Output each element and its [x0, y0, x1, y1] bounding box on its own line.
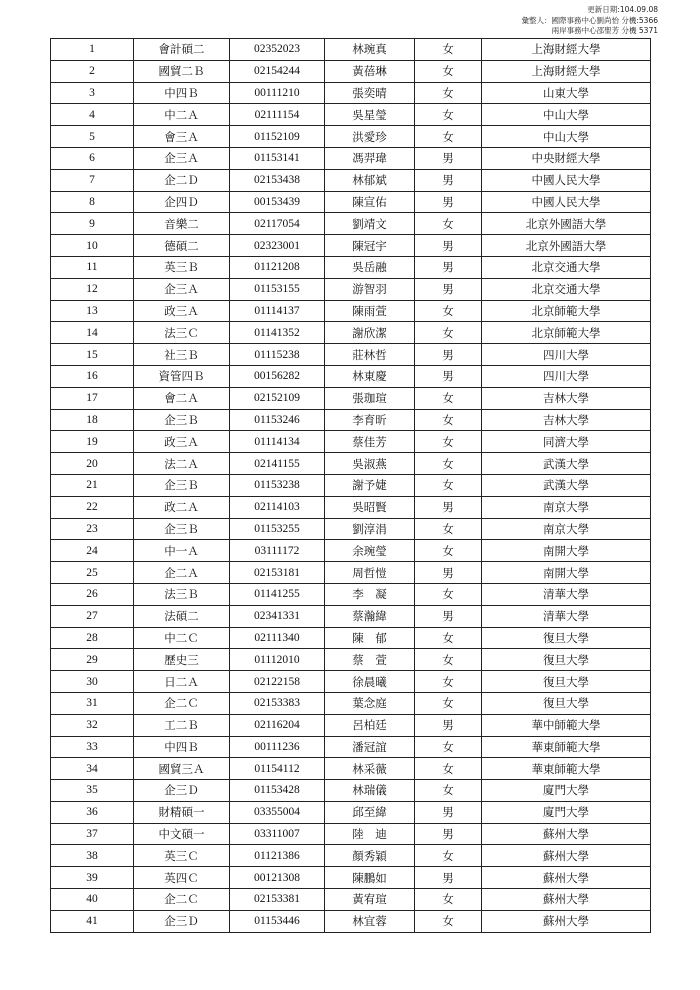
- student-name-cell: 黃宥瑄: [325, 889, 415, 911]
- student-name-cell: 張珈瑄: [325, 387, 415, 409]
- student-id-cell: 02152109: [230, 387, 325, 409]
- gender-cell: 男: [415, 191, 482, 213]
- row-number-cell: 31: [51, 692, 134, 714]
- exchange-university-cell: 北京師範大學: [482, 300, 651, 322]
- table-row: [51, 300, 651, 322]
- student-id-cell: 01154112: [230, 758, 325, 780]
- gender-cell: 女: [415, 583, 482, 605]
- row-number-cell: 4: [51, 104, 134, 126]
- student-name-cell: 呂柏廷: [325, 714, 415, 736]
- department-class-cell: 政三Ａ: [134, 300, 230, 322]
- exchange-university-cell: 北京外國語大學: [482, 235, 651, 257]
- department-class-cell: 企三Ｂ: [134, 474, 230, 496]
- exchange-university-cell: 復旦大學: [482, 671, 651, 693]
- exchange-university-cell: 清華大學: [482, 583, 651, 605]
- row-number-cell: 40: [51, 889, 134, 911]
- exchange-university-cell: 四川大學: [482, 365, 651, 387]
- student-name-cell: 林采薇: [325, 758, 415, 780]
- row-number-cell: 1: [51, 39, 134, 61]
- gender-cell: 女: [415, 692, 482, 714]
- student-name-cell: 周哲愷: [325, 562, 415, 584]
- student-name-cell: 張奕晴: [325, 82, 415, 104]
- table-row: [51, 60, 651, 82]
- row-number-cell: 28: [51, 627, 134, 649]
- row-number-cell: 22: [51, 496, 134, 518]
- student-name-cell: 潘冠誼: [325, 736, 415, 758]
- exchange-university-cell: 蘇州大學: [482, 845, 651, 867]
- gender-cell: 女: [415, 453, 482, 475]
- table-row: [51, 910, 651, 932]
- student-name-cell: 陳冠宇: [325, 235, 415, 257]
- row-number-cell: 34: [51, 758, 134, 780]
- gender-cell: 女: [415, 60, 482, 82]
- table-row: [51, 823, 651, 845]
- student-id-cell: 02323001: [230, 235, 325, 257]
- student-id-cell: 03311007: [230, 823, 325, 845]
- department-class-cell: 法二Ａ: [134, 453, 230, 475]
- gender-cell: 女: [415, 126, 482, 148]
- gender-cell: 女: [415, 322, 482, 344]
- student-id-cell: 01114137: [230, 300, 325, 322]
- table-row: [51, 801, 651, 823]
- gender-cell: 女: [415, 387, 482, 409]
- gender-cell: 女: [415, 910, 482, 932]
- department-class-cell: 企二Ｃ: [134, 889, 230, 911]
- gender-cell: 男: [415, 714, 482, 736]
- student-id-cell: 02122158: [230, 671, 325, 693]
- row-number-cell: 9: [51, 213, 134, 235]
- gender-cell: 男: [415, 344, 482, 366]
- student-id-cell: 03355004: [230, 801, 325, 823]
- student-id-cell: 02116204: [230, 714, 325, 736]
- table-row: [51, 344, 651, 366]
- exchange-university-cell: 復旦大學: [482, 649, 651, 671]
- table-row: [51, 147, 651, 169]
- gender-cell: 男: [415, 496, 482, 518]
- row-number-cell: 36: [51, 801, 134, 823]
- department-class-cell: 企二Ｃ: [134, 692, 230, 714]
- row-number-cell: 27: [51, 605, 134, 627]
- student-name-cell: 吳岳融: [325, 256, 415, 278]
- department-class-cell: 資管四Ｂ: [134, 365, 230, 387]
- row-number-cell: 7: [51, 169, 134, 191]
- exchange-university-cell: 蘇州大學: [482, 867, 651, 889]
- table-row: [51, 322, 651, 344]
- exchange-university-cell: 吉林大學: [482, 387, 651, 409]
- row-number-cell: 26: [51, 583, 134, 605]
- department-class-cell: 政三Ａ: [134, 431, 230, 453]
- exchange-university-cell: 北京交通大學: [482, 278, 651, 300]
- row-number-cell: 15: [51, 344, 134, 366]
- row-number-cell: 20: [51, 453, 134, 475]
- compiler-line-2: 兩岸事務中心邵聖芳 分機 5371: [551, 26, 658, 35]
- document-header: [522, 5, 659, 37]
- student-id-cell: 00156282: [230, 365, 325, 387]
- student-name-cell: 林東慶: [325, 365, 415, 387]
- gender-cell: 女: [415, 736, 482, 758]
- student-name-cell: 蔡佳芳: [325, 431, 415, 453]
- student-name-cell: 謝予婕: [325, 474, 415, 496]
- table-row: [51, 104, 651, 126]
- table-row: [51, 540, 651, 562]
- exchange-university-cell: 武漢大學: [482, 453, 651, 475]
- row-number-cell: 14: [51, 322, 134, 344]
- student-id-cell: 01153255: [230, 518, 325, 540]
- student-id-cell: 02341331: [230, 605, 325, 627]
- table-body: [51, 39, 651, 933]
- table-row: [51, 845, 651, 867]
- student-name-cell: 莊林哲: [325, 344, 415, 366]
- student-id-cell: 01115238: [230, 344, 325, 366]
- gender-cell: 女: [415, 104, 482, 126]
- table-row: [51, 365, 651, 387]
- department-class-cell: 企三Ｄ: [134, 910, 230, 932]
- exchange-university-cell: 上海財經大學: [482, 60, 651, 82]
- gender-cell: 男: [415, 823, 482, 845]
- table-row: [51, 562, 651, 584]
- gender-cell: 女: [415, 39, 482, 61]
- row-number-cell: 5: [51, 126, 134, 148]
- student-id-cell: 02153181: [230, 562, 325, 584]
- gender-cell: 女: [415, 409, 482, 431]
- department-class-cell: 企三Ｄ: [134, 780, 230, 802]
- row-number-cell: 10: [51, 235, 134, 257]
- exchange-university-cell: 中山大學: [482, 126, 651, 148]
- exchange-university-cell: 廈門大學: [482, 780, 651, 802]
- department-class-cell: 工二Ｂ: [134, 714, 230, 736]
- student-id-cell: 02153438: [230, 169, 325, 191]
- student-name-cell: 陳鵬如: [325, 867, 415, 889]
- student-id-cell: 02153381: [230, 889, 325, 911]
- row-number-cell: 37: [51, 823, 134, 845]
- gender-cell: 女: [415, 540, 482, 562]
- student-name-cell: 邱至緯: [325, 801, 415, 823]
- row-number-cell: 25: [51, 562, 134, 584]
- exchange-university-cell: 北京交通大學: [482, 256, 651, 278]
- table-row: [51, 649, 651, 671]
- row-number-cell: 2: [51, 60, 134, 82]
- exchange-university-cell: 清華大學: [482, 605, 651, 627]
- student-id-cell: 01153238: [230, 474, 325, 496]
- exchange-university-cell: 蘇州大學: [482, 910, 651, 932]
- department-class-cell: 日二Ａ: [134, 671, 230, 693]
- row-number-cell: 30: [51, 671, 134, 693]
- gender-cell: 男: [415, 278, 482, 300]
- gender-cell: 女: [415, 780, 482, 802]
- row-number-cell: 17: [51, 387, 134, 409]
- exchange-university-cell: 中國人民大學: [482, 191, 651, 213]
- department-class-cell: 企三Ｂ: [134, 409, 230, 431]
- department-class-cell: 中四Ｂ: [134, 736, 230, 758]
- exchange-university-cell: 中國人民大學: [482, 169, 651, 191]
- table-row: [51, 126, 651, 148]
- exchange-university-cell: 南京大學: [482, 518, 651, 540]
- exchange-university-cell: 蘇州大學: [482, 823, 651, 845]
- student-id-cell: 01153141: [230, 147, 325, 169]
- table-row: [51, 496, 651, 518]
- row-number-cell: 19: [51, 431, 134, 453]
- student-name-cell: 李育昕: [325, 409, 415, 431]
- student-name-cell: 蔡 萱: [325, 649, 415, 671]
- student-id-cell: 01141255: [230, 583, 325, 605]
- update-date: 更新日期:104.09.08: [587, 5, 658, 14]
- exchange-university-cell: 北京外國語大學: [482, 213, 651, 235]
- row-number-cell: 41: [51, 910, 134, 932]
- student-name-cell: 吳星瑩: [325, 104, 415, 126]
- student-name-cell: 陸 迪: [325, 823, 415, 845]
- student-id-cell: 02117054: [230, 213, 325, 235]
- student-id-cell: 01121386: [230, 845, 325, 867]
- student-id-cell: 01141352: [230, 322, 325, 344]
- student-name-cell: 游智羽: [325, 278, 415, 300]
- gender-cell: 男: [415, 801, 482, 823]
- student-name-cell: 洪愛珍: [325, 126, 415, 148]
- student-id-cell: 02111154: [230, 104, 325, 126]
- table-row: [51, 889, 651, 911]
- gender-cell: 女: [415, 300, 482, 322]
- exchange-university-cell: 武漢大學: [482, 474, 651, 496]
- table-row: [51, 605, 651, 627]
- student-name-cell: 蔡瀚緯: [325, 605, 415, 627]
- gender-cell: 女: [415, 627, 482, 649]
- table-row: [51, 736, 651, 758]
- gender-cell: 女: [415, 845, 482, 867]
- department-class-cell: 英四Ｃ: [134, 867, 230, 889]
- table-row: [51, 780, 651, 802]
- row-number-cell: 32: [51, 714, 134, 736]
- row-number-cell: 13: [51, 300, 134, 322]
- gender-cell: 男: [415, 867, 482, 889]
- student-id-cell: 02111340: [230, 627, 325, 649]
- table-row: [51, 583, 651, 605]
- table-row: [51, 692, 651, 714]
- student-id-cell: 01153428: [230, 780, 325, 802]
- department-class-cell: 財精碩一: [134, 801, 230, 823]
- student-id-cell: 02154244: [230, 60, 325, 82]
- department-class-cell: 政二Ａ: [134, 496, 230, 518]
- table-row: [51, 671, 651, 693]
- student-name-cell: 余琬瑩: [325, 540, 415, 562]
- department-class-cell: 德碩二: [134, 235, 230, 257]
- department-class-cell: 會計碩二: [134, 39, 230, 61]
- student-name-cell: 林郁斌: [325, 169, 415, 191]
- exchange-university-cell: 南開大學: [482, 540, 651, 562]
- table-row: [51, 867, 651, 889]
- student-id-cell: 00111236: [230, 736, 325, 758]
- gender-cell: 女: [415, 474, 482, 496]
- gender-cell: 男: [415, 235, 482, 257]
- gender-cell: 男: [415, 365, 482, 387]
- exchange-university-cell: 同濟大學: [482, 431, 651, 453]
- row-number-cell: 35: [51, 780, 134, 802]
- student-name-cell: 吳淑燕: [325, 453, 415, 475]
- department-class-cell: 企三Ａ: [134, 147, 230, 169]
- student-id-cell: 01114134: [230, 431, 325, 453]
- table-row: [51, 82, 651, 104]
- exchange-university-cell: 北京師範大學: [482, 322, 651, 344]
- table-row: [51, 278, 651, 300]
- department-class-cell: 企三Ｂ: [134, 518, 230, 540]
- table-row: [51, 191, 651, 213]
- student-id-cell: 00121308: [230, 867, 325, 889]
- gender-cell: 男: [415, 169, 482, 191]
- student-id-cell: 00153439: [230, 191, 325, 213]
- department-class-cell: 法碩二: [134, 605, 230, 627]
- table-row: [51, 39, 651, 61]
- student-id-cell: 01153246: [230, 409, 325, 431]
- student-name-cell: 劉淳涓: [325, 518, 415, 540]
- student-id-cell: 00111210: [230, 82, 325, 104]
- table-row: [51, 431, 651, 453]
- exchange-university-cell: 華中師範大學: [482, 714, 651, 736]
- exchange-university-cell: 四川大學: [482, 344, 651, 366]
- row-number-cell: 38: [51, 845, 134, 867]
- table-row: [51, 714, 651, 736]
- exchange-university-cell: 華東師範大學: [482, 736, 651, 758]
- student-id-cell: 03111172: [230, 540, 325, 562]
- gender-cell: 女: [415, 758, 482, 780]
- gender-cell: 男: [415, 147, 482, 169]
- gender-cell: 女: [415, 889, 482, 911]
- row-number-cell: 23: [51, 518, 134, 540]
- table-row: [51, 409, 651, 431]
- department-class-cell: 中文碩一: [134, 823, 230, 845]
- department-class-cell: 國貿三Ａ: [134, 758, 230, 780]
- department-class-cell: 會二Ａ: [134, 387, 230, 409]
- student-id-cell: 01112010: [230, 649, 325, 671]
- gender-cell: 女: [415, 431, 482, 453]
- gender-cell: 女: [415, 671, 482, 693]
- gender-cell: 男: [415, 562, 482, 584]
- student-name-cell: 謝欣潔: [325, 322, 415, 344]
- department-class-cell: 會三Ａ: [134, 126, 230, 148]
- table-row: [51, 169, 651, 191]
- department-class-cell: 英三Ｂ: [134, 256, 230, 278]
- exchange-university-cell: 中山大學: [482, 104, 651, 126]
- row-number-cell: 18: [51, 409, 134, 431]
- exchange-university-cell: 復旦大學: [482, 627, 651, 649]
- row-number-cell: 29: [51, 649, 134, 671]
- row-number-cell: 3: [51, 82, 134, 104]
- gender-cell: 女: [415, 518, 482, 540]
- department-class-cell: 社三Ｂ: [134, 344, 230, 366]
- exchange-university-cell: 復旦大學: [482, 692, 651, 714]
- student-name-cell: 徐晨曦: [325, 671, 415, 693]
- student-id-cell: 02153383: [230, 692, 325, 714]
- row-number-cell: 6: [51, 147, 134, 169]
- student-id-cell: 01153446: [230, 910, 325, 932]
- table-row: [51, 518, 651, 540]
- student-name-cell: 黃蓓琳: [325, 60, 415, 82]
- student-name-cell: 馮羿瑋: [325, 147, 415, 169]
- gender-cell: 男: [415, 605, 482, 627]
- table-row: [51, 474, 651, 496]
- exchange-university-cell: 華東師範大學: [482, 758, 651, 780]
- student-id-cell: 01152109: [230, 126, 325, 148]
- row-number-cell: 12: [51, 278, 134, 300]
- table-row: [51, 453, 651, 475]
- gender-cell: 女: [415, 82, 482, 104]
- student-name-cell: 陳宣佑: [325, 191, 415, 213]
- student-id-cell: 02141155: [230, 453, 325, 475]
- row-number-cell: 24: [51, 540, 134, 562]
- student-id-cell: 02352023: [230, 39, 325, 61]
- student-name-cell: 陳雨萱: [325, 300, 415, 322]
- exchange-university-cell: 吉林大學: [482, 409, 651, 431]
- student-name-cell: 林琬真: [325, 39, 415, 61]
- row-number-cell: 16: [51, 365, 134, 387]
- gender-cell: 男: [415, 256, 482, 278]
- student-name-cell: 林宜蓉: [325, 910, 415, 932]
- row-number-cell: 39: [51, 867, 134, 889]
- table-row: [51, 627, 651, 649]
- department-class-cell: 音樂二: [134, 213, 230, 235]
- exchange-university-cell: 南開大學: [482, 562, 651, 584]
- student-name-cell: 李 凝: [325, 583, 415, 605]
- student-name-cell: 陳 郁: [325, 627, 415, 649]
- department-class-cell: 中二Ｃ: [134, 627, 230, 649]
- gender-cell: 女: [415, 649, 482, 671]
- student-name-cell: 顏秀穎: [325, 845, 415, 867]
- exchange-university-cell: 山東大學: [482, 82, 651, 104]
- department-class-cell: 中一Ａ: [134, 540, 230, 562]
- gender-cell: 女: [415, 213, 482, 235]
- table-row: [51, 235, 651, 257]
- department-class-cell: 企四Ｄ: [134, 191, 230, 213]
- student-name-cell: 葉念庭: [325, 692, 415, 714]
- compiler-line-1: 彙整人：國際事務中心劉尚怡 分機:5366: [521, 15, 658, 25]
- exchange-university-cell: 上海財經大學: [482, 39, 651, 61]
- department-class-cell: 法三Ｃ: [134, 322, 230, 344]
- student-name-cell: 吳昭賢: [325, 496, 415, 518]
- student-exchange-table: [50, 38, 651, 933]
- student-name-cell: 劉靖文: [325, 213, 415, 235]
- table-row: [51, 213, 651, 235]
- table-row: [51, 387, 651, 409]
- department-class-cell: 中二Ａ: [134, 104, 230, 126]
- table-row: [51, 256, 651, 278]
- department-class-cell: 企三Ａ: [134, 278, 230, 300]
- department-class-cell: 國貿二Ｂ: [134, 60, 230, 82]
- student-name-cell: 林瑞儀: [325, 780, 415, 802]
- department-class-cell: 企二Ａ: [134, 562, 230, 584]
- exchange-university-cell: 廈門大學: [482, 801, 651, 823]
- department-class-cell: 企二Ｄ: [134, 169, 230, 191]
- table-row: [51, 758, 651, 780]
- department-class-cell: 英三Ｃ: [134, 845, 230, 867]
- row-number-cell: 11: [51, 256, 134, 278]
- exchange-university-cell: 南京大學: [482, 496, 651, 518]
- row-number-cell: 21: [51, 474, 134, 496]
- row-number-cell: 8: [51, 191, 134, 213]
- student-id-cell: 01121208: [230, 256, 325, 278]
- department-class-cell: 中四Ｂ: [134, 82, 230, 104]
- department-class-cell: 法三Ｂ: [134, 583, 230, 605]
- row-number-cell: 33: [51, 736, 134, 758]
- student-id-cell: 02114103: [230, 496, 325, 518]
- student-id-cell: 01153155: [230, 278, 325, 300]
- department-class-cell: 歷史三: [134, 649, 230, 671]
- exchange-university-cell: 中央財經大學: [482, 147, 651, 169]
- exchange-university-cell: 蘇州大學: [482, 889, 651, 911]
